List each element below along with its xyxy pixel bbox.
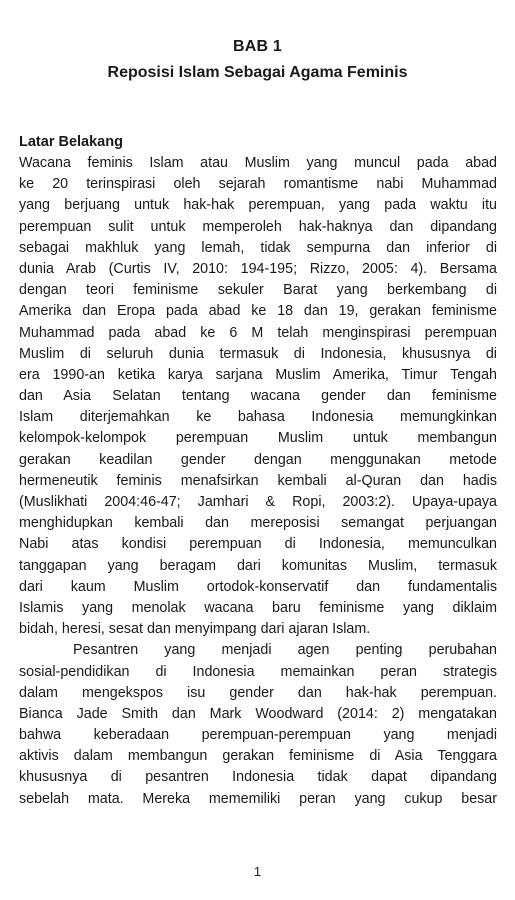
text-line: (Muslikhati 2004:46-47; Jamhari & Ropi, 2003:2). Upaya-upaya bbox=[19, 494, 497, 510]
text-line: Amerika dan Eropa pada abad ke 18 dan 19, gerakan feminisme bbox=[19, 303, 497, 320]
text-line: gerakan keadilan gender dengan menggunakan metode bbox=[19, 451, 497, 468]
text-line: dalam mengekspos isu gender dan hak-hak perempuan. bbox=[19, 684, 497, 701]
text-line: dari kaum Muslim ortodok-konservatif dan fundamentalis bbox=[19, 578, 497, 595]
text-line: sebelah mata. Mereka mememiliki peran yang cukup besar bbox=[19, 790, 497, 807]
text-line: Bianca Jade Smith dan Mark Woodward (2014: 2) mengatakan bbox=[19, 705, 497, 722]
text-line: Islamis yang menolak wacana baru feminisme yang diklaim bbox=[19, 599, 497, 616]
text-line: dan Asia Selatan tentang wacana gender dan feminisme bbox=[19, 388, 497, 405]
section-heading: Latar Belakang bbox=[19, 134, 123, 150]
text-line: hermeneutik feminis menafsirkan kembali al-Quran dan hadis bbox=[19, 472, 497, 489]
text-line: aktivis dalam membangun gerakan feminisme di Asia Tenggara bbox=[19, 748, 497, 765]
text-line: tanggapan yang beragam dari komunitas Muslim, termasuk bbox=[19, 557, 497, 574]
text-line: bahwa keberadaan perempuan-perempuan yang menjadi bbox=[19, 727, 497, 744]
text-line: era 1990-an ketika karya sarjana Muslim Amerika, Timur Tengah bbox=[19, 366, 497, 383]
chapter-number: BAB 1 bbox=[232, 38, 282, 55]
text-line: Muhammad pada abad ke 6 M telah menginspirasi perempuan bbox=[19, 324, 497, 341]
text-line: yang berjuang untuk hak-hak perempuan, yang pada waktu itu bbox=[19, 197, 497, 214]
body-text bbox=[19, 153, 497, 810]
text-line: menghidupkan kembali dan mereposisi semangat perjuangan bbox=[19, 515, 497, 532]
text-line: ke 20 terinspirasi oleh sejarah romantisme nabi Muhammad bbox=[19, 176, 497, 193]
text-line: Muslim di seluruh dunia termasuk di Indonesia, khususnya di bbox=[19, 345, 497, 362]
chapter-title: Reposisi Islam Sebagai Agama Feminis bbox=[107, 64, 408, 81]
text-line: Nabi atas kondisi perempuan di Indonesia, memunculkan bbox=[19, 536, 497, 553]
text-line: bidah, heresi, sesat dan menyimpang dari ajaran Islam. bbox=[19, 621, 371, 638]
text-line: dunia Arab (Curtis IV, 2010: 194-195; Rizzo, 2005: 4). Bersama bbox=[19, 260, 497, 277]
text-line: Islam diterjemahkan ke bahasa Indonesia memungkinkan bbox=[19, 409, 497, 426]
text-line: khususnya di pesantren Indonesia tidak dapat dipandang bbox=[19, 769, 497, 786]
text-line: Wacana feminis Islam atau Muslim yang muncul pada abad bbox=[19, 155, 497, 171]
text-line: sosial-pendidikan di Indonesia memainkan peran strategis bbox=[19, 663, 497, 680]
page-number: 1 bbox=[253, 864, 262, 879]
text-line: dengan teori feminisme sekuler Barat yang berkembang di bbox=[19, 282, 497, 299]
text-line: perempuan sulit untuk memperoleh hak-haknya dan dipandang bbox=[19, 218, 497, 235]
text-line: Pesantren yang menjadi agen penting perubahan bbox=[73, 642, 497, 659]
text-line: kelompok-kelompok perempuan Muslim untuk membangun bbox=[19, 430, 497, 447]
text-line: sebagai makhluk yang lemah, tidak sempurna dan inferior di bbox=[19, 239, 497, 256]
